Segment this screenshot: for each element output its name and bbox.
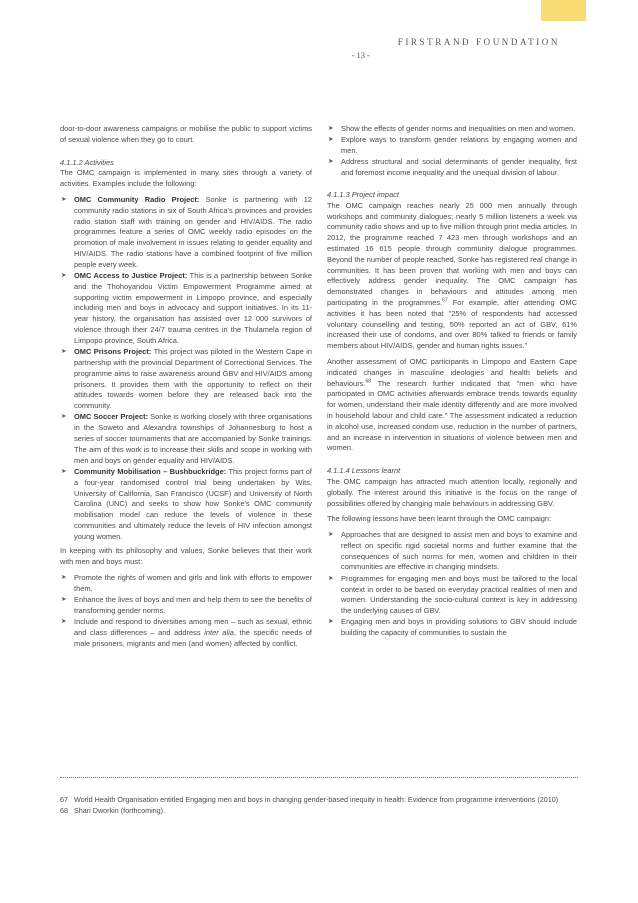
list-item: ➤ Engaging men and boys in providing solutions to GBV should include building the capacity of communities to sustain the xyxy=(328,617,577,638)
footnote-ref-67: 67 xyxy=(442,297,448,304)
page-number: - 13 - xyxy=(351,50,370,60)
footnotes xyxy=(60,795,578,816)
arrow-bullet-icon: ➤ xyxy=(328,531,334,539)
lessons-list xyxy=(327,530,577,639)
arrow-bullet-icon: ➤ xyxy=(61,413,67,421)
list-item: ➤ Community Mobilisation – Bushbuckridge: This project forms part of a four-year randomised control trial being undertaken by Wits, University of California, San Francisco (UCSF) and University of North Carolina (UNC) and seeks to show how Sonke's OMC community mobilisation model can reduce the levels of violence in these communities and ultimately reduce the levels of HIV infection amongst young women. xyxy=(61,466,312,541)
arrow-bullet-icon: ➤ xyxy=(328,618,334,626)
arrow-bullet-icon: ➤ xyxy=(61,195,67,203)
header-title: FIRSTRAND FOUNDATION xyxy=(397,37,560,47)
project-impact-heading: 4.1.1.3 Project impact xyxy=(327,189,399,199)
list-item: ➤ Include and respond to diversities among men – such as sexual, ethnic and class differences – and address inter alia, the specific needs of male prisoners, migrants and men (and women) affected by conflict. xyxy=(61,617,312,648)
list-item: ➤ OMC Soccer Project: Sonke is working closely with three organisations in the Soweto and Alexandra townships of Johannesburg to host a series of soccer tournaments that are accompanied by Sonke trainings. The aim of this work is to increase their skills and scope in working with men and boys on gender equality and HIV/AIDS. xyxy=(61,412,312,465)
impact-paragraph-2: Another assessment of OMC participants in Limpopo and Eastern Cape indicated changes in masculine ideologies and health beliefs and behaviours.$^{68}$ The research further indicated that "men who have participated in OMC activities afterwards embrace trends towards equality for women, understand their male identity differently and are more involved in household labour and child care." The assessment indicated a reduction in alcohol use, increased condom use, reduction in the number of partners, and an increase in intervention in situations of violence between men and women. xyxy=(327,356,577,453)
list-item: ➤ Show the effects of gender norms and inequalities on men and women. xyxy=(328,124,576,133)
intro-paragraph: door-to-door awareness campaigns or mobilise the public to support victims of sexual violence when they go to court. xyxy=(60,124,312,144)
list-item: ➤ Explore ways to transform gender relations by engaging women and men. xyxy=(328,135,577,156)
arrow-bullet-icon: ➤ xyxy=(328,574,334,582)
lessons-paragraph-1: The OMC campaign has attracted much attention locally, regionally and globally. The interest around this initiative is the focus on the range of possibilities offered by changing male behaviours in addressing GBV. xyxy=(327,476,577,508)
arrow-bullet-icon: ➤ xyxy=(61,348,67,356)
list-item: ➤ Address structural and social determinants of gender inequality, first and foremost income inequality and the unequal division of labour. xyxy=(328,157,577,178)
right-column xyxy=(327,124,577,643)
lessons-paragraph-2: The following lessons have been learnt through the OMC campaign: xyxy=(327,514,552,524)
list-item: ➤ OMC Prisons Project: This project was piloted in the Western Cape in partnership with the provincial Department of Correctional Services. The programme aims to raise awareness around GBV and HIV/AIDS among prisoners. It provides them with the opportunity to reflect on their attitudes towards women before they are released back into the community. xyxy=(61,347,312,411)
list-item: ➤ OMC Access to Justice Project: This is a partnership between Sonke and the Thohoyandou Victim Empowerment Programme aimed at supporting victim empowerment in Limpopo province, and especially including men and boys in advocacy and support initiatives. In its 11-year history, the organisation has assisted over 12 000 survivors of violence through their 24/7 trauma centres in the Thulamela region of Limpopo province, South Africa. xyxy=(61,271,312,345)
arrow-bullet-icon: ➤ xyxy=(61,467,67,475)
arrow-bullet-icon: ➤ xyxy=(328,136,334,144)
arrow-bullet-icon: ➤ xyxy=(328,158,334,166)
arrow-bullet-icon: ➤ xyxy=(61,272,67,280)
arrow-bullet-icon: ➤ xyxy=(61,618,67,626)
activities-intro: The OMC campaign is implemented in many sites through a variety of activities. Examples include the following: xyxy=(60,168,312,189)
list-item: ➤ OMC Community Radio Project: Sonke is partnering with 12 community radio stations in six of South Africa's provinces and provides radio station staff with training on gender and HIV/AIDS. The radio programmes feature a series of OMC weekly radio episodes on the promotion of male involvement in issues relating to gender equality and HIV/AIDS. The radio stations have a combined footprint of five million people every week. xyxy=(61,194,313,269)
footnote: 67 World Health Organisation entitled Engaging men and boys in changing gender-based inequity in health: Evidence from programme interventions (2010) xyxy=(60,795,559,804)
arrow-bullet-icon: ➤ xyxy=(328,125,334,132)
list-item: ➤ Promote the rights of women and girls and link with efforts to empower them. xyxy=(61,573,312,593)
must-list xyxy=(60,573,312,650)
footnote-ref-68: 68 xyxy=(365,378,372,385)
footnote-divider xyxy=(60,777,578,778)
header-tab xyxy=(541,0,586,21)
list-item: ➤ Enhance the lives of boys and men and help them to see the benefits of transforming gender norms. xyxy=(61,595,312,615)
left-column xyxy=(60,124,312,654)
list-item: ➤ Approaches that are designed to assist men and boys to examine and reflect on specific rigid societal norms and further examine that the consequences of such norms for men, women and children in their communities are effective in changing mindsets. xyxy=(328,530,577,572)
lessons-heading: 4.1.1.4 Lessons learnt xyxy=(327,466,401,476)
list-item: ➤ Programmes for engaging men and boys must be tailored to the local context in order to be based on everyday practical realities of men and women. Understanding the socio-cultural context is key in addressing the underlying causes of GBV. xyxy=(328,573,577,616)
must-list-continued xyxy=(327,124,577,179)
activities-heading: 4.1.1.2 Activities xyxy=(60,157,114,167)
arrow-bullet-icon: ➤ xyxy=(61,596,67,604)
projects-list xyxy=(60,195,312,543)
philosophy-paragraph: In keeping with its philosophy and values, Sonke believes that their work with men and boys must: xyxy=(60,546,312,567)
footnote: 68 Shari Dworkin (forthcoming). xyxy=(60,805,166,815)
arrow-bullet-icon: ➤ xyxy=(61,574,67,582)
impact-paragraph-1: The OMC campaign reaches nearly 25 000 men annually through workshops and community dialogues; nearly 5 million listeners a week via community radio shows and up to five million through print media articles. In 2012, the programme reached 7 423 men through workshops and an estimated 16 615 people through community dialogue programmes. Beyond the number of people reached, Sonke has registered real change in communities. It has been proven that working with men and boys can effectively address gender inequality. The OMC campaign has demonstrated changes in behaviours and attitudes among men participating in the programmes.$^{67}$ For example, after attending OMC activities it has been noted that "25% of respondents had accessed voluntary counselling and testing, 50% reported an act of GBV, 61% increased their use of condoms, and over 80% talked to friends or family members about HIV/AIDS, gender and human rights issues." xyxy=(327,200,577,351)
